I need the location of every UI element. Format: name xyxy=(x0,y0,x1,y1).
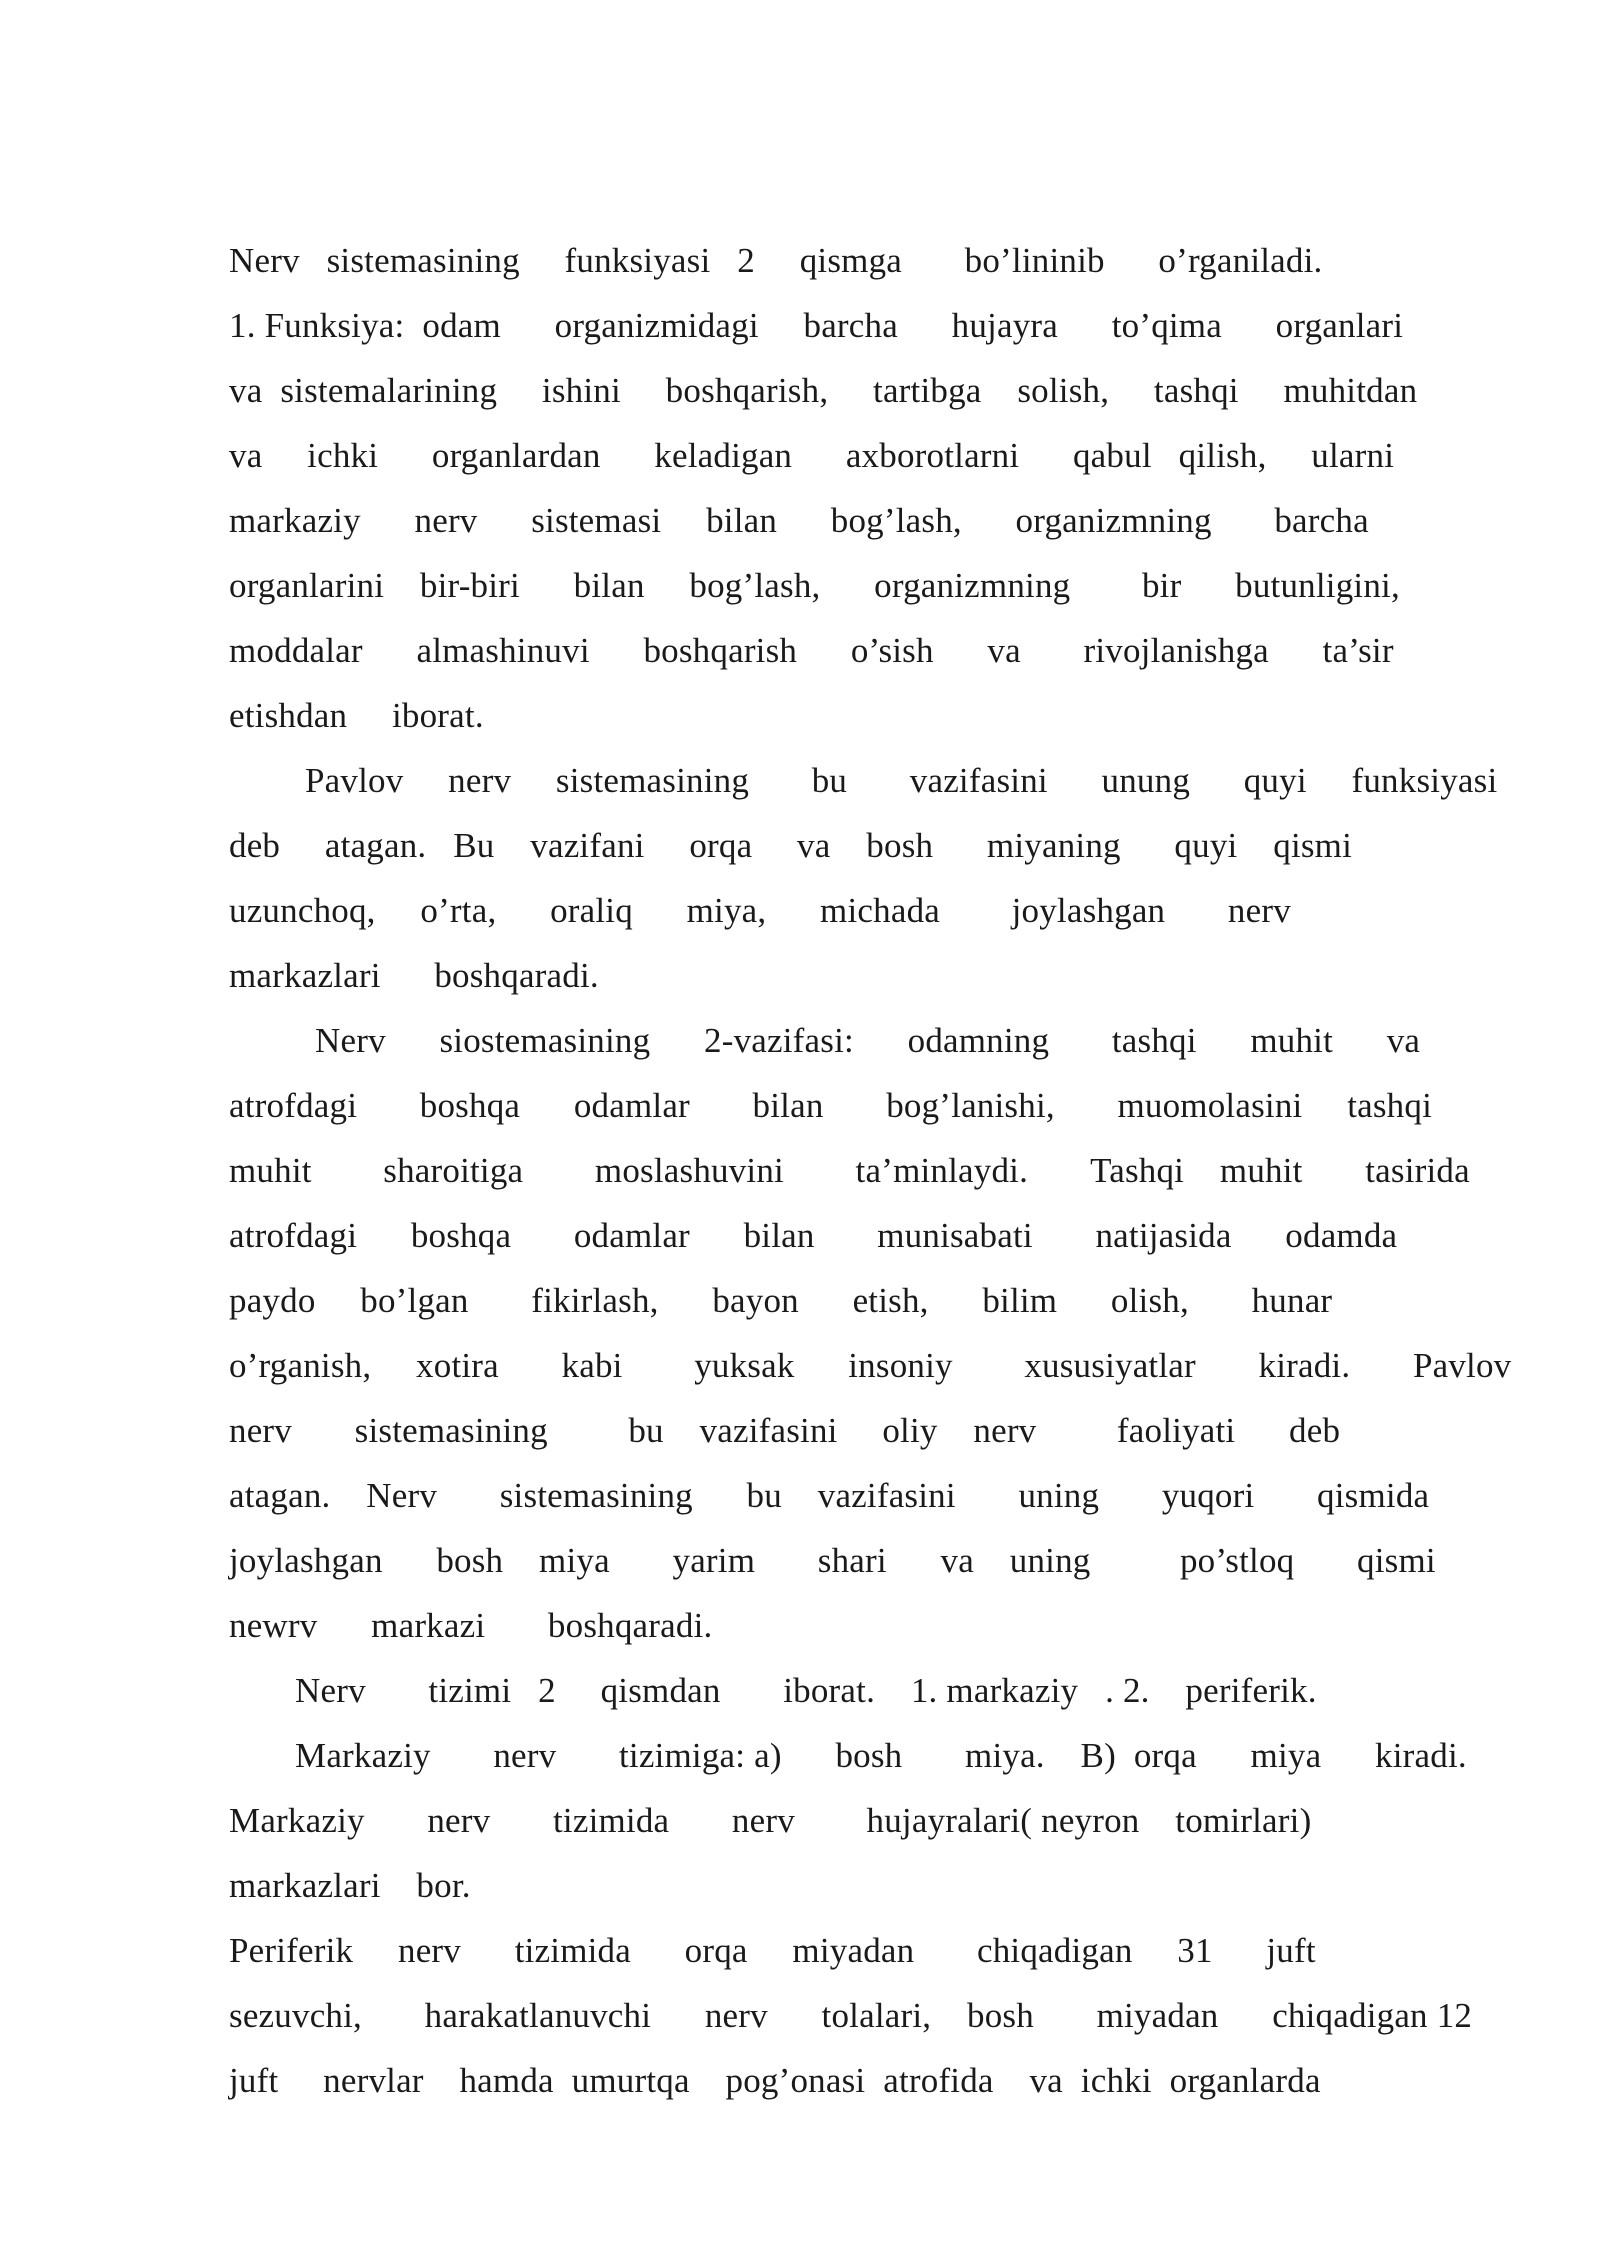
text-line: Nerv siostemasining 2-vazifasi: odamning tashqi muhit va xyxy=(315,1021,1421,1060)
text-line: atrofdagi boshqa odamlar bilan bog’lanishi, muomolasini tashqi xyxy=(229,1086,1433,1125)
text-line: Nerv sistemasining funksiyasi 2 qismga bo’lininib o’rganiladi. xyxy=(229,241,1323,280)
text-line: moddalar almashinuvi boshqarish o’sish va rivojlanishga ta’sir xyxy=(229,631,1394,670)
text-line: Pavlov nerv sistemasining bu vazifasini unung quyi funksiyasi xyxy=(305,761,1498,800)
text-line: muhit sharoitiga moslashuvini ta’minlaydi. Tashqi muhit tasirida xyxy=(229,1151,1470,1190)
text-line: etishdan iborat. xyxy=(229,696,484,735)
text-line: sezuvchi, harakatlanuvchi nerv tolalari, bosh miyadan chiqadigan 12 xyxy=(229,1996,1473,2035)
text-line: deb atagan. Bu vazifani orqa va bosh miyaning quyi qismi xyxy=(229,826,1353,865)
text-line: Nerv tizimi 2 qismdan iborat. 1. markaziy . 2. periferik. xyxy=(295,1671,1317,1710)
text-line: paydo bo’lgan fikirlash, bayon etish, bilim olish, hunar xyxy=(229,1281,1333,1320)
text-line: markaziy nerv sistemasi bilan bog’lash, organizmning barcha xyxy=(229,501,1369,540)
text-line: atrofdagi boshqa odamlar bilan munisabati natijasida odamda xyxy=(229,1216,1398,1255)
text-line: nerv sistemasining bu vazifasini oliy nerv faoliyati deb xyxy=(229,1411,1341,1450)
text-line: Markaziy nerv tizimida nerv hujayralari( neyron tomirlari) xyxy=(229,1801,1312,1840)
text-line: organlarini bir-biri bilan bog’lash, organizmning bir butunligini, xyxy=(229,566,1400,605)
text-line: Periferik nerv tizimida orqa miyadan chiqadigan 31 juft xyxy=(229,1931,1316,1970)
text-line: va sistemalarining ishini boshqarish, tartibga solish, tashqi muhitdan xyxy=(229,371,1418,410)
text-line: markazlari bor. xyxy=(229,1866,471,1905)
text-line: atagan. Nerv sistemasining bu vazifasini uning yuqori qismida xyxy=(229,1476,1430,1515)
text-line: 1. Funksiya: odam organizmidagi barcha hujayra to’qima organlari xyxy=(229,306,1404,345)
text-line: newrv markazi boshqaradi. xyxy=(229,1606,713,1645)
text-line: o’rganish, xotira kabi yuksak insoniy xususiyatlar kiradi. Pavlov xyxy=(229,1346,1512,1385)
text-line: uzunchoq, o’rta, oraliq miya, michada joylashgan nerv xyxy=(229,891,1291,930)
text-line: va ichki organlardan keladigan axborotlarni qabul qilish, ularni xyxy=(229,436,1395,475)
text-line: Markaziy nerv tizimiga: a) bosh miya. B) orqa miya kiradi. xyxy=(295,1736,1467,1775)
body-text xyxy=(229,228,1512,2113)
text-line: joylashgan bosh miya yarim shari va uning po’stloq qismi xyxy=(229,1541,1436,1580)
text-line: juft nervlar hamda umurtqa pog’onasi atrofida va ichki organlarda xyxy=(229,2061,1321,2100)
text-line: markazlari boshqaradi. xyxy=(229,956,599,995)
